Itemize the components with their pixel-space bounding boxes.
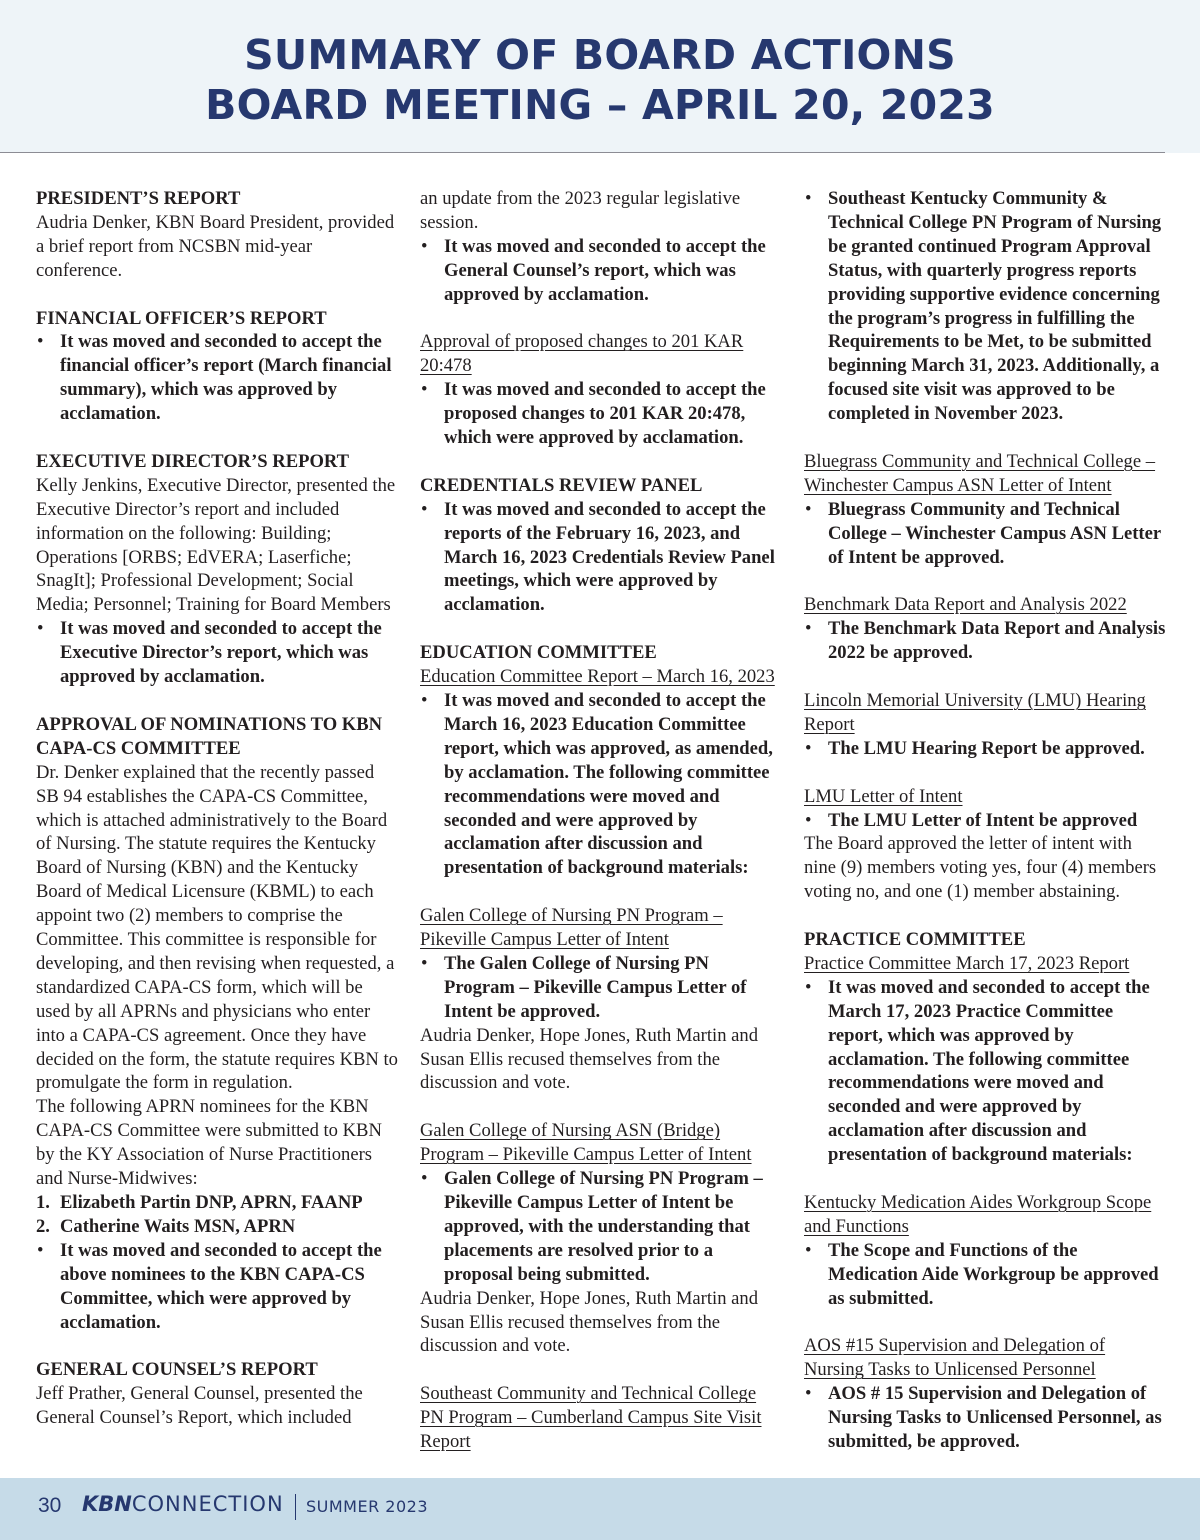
galen-pn-recusal: Audria Denker, Hope Jones, Ruth Martin and Susan Ellis recused themselves from the discussion and vote. <box>420 1024 759 1094</box>
issue-label: SUMMER 2023 <box>306 1497 429 1516</box>
column-2 <box>420 187 782 1454</box>
education-link: Education Committee Report – March 16, 2023 <box>420 666 775 688</box>
aides-bullet: • The Scope and Functions of the Medication Aide Workgroup be approved as submitted. <box>804 1239 1168 1311</box>
counsel-text: Jeff Prather, General Counsel, presented the General Counsel’s Report, which included <box>36 1383 363 1429</box>
brand-connection: CONNECTION <box>131 1492 284 1516</box>
practice-bullet: • It was moved and seconded to accept the March 17, 2023 Practice Committee report, which was approved by acclamation. The following committee recommendations were moved and seconded and were approved by acclamation after discussion and presentation of background materials: <box>804 976 1168 1167</box>
lmu-hearing-link: Lincoln Memorial University (LMU) Hearing Report <box>804 689 1146 735</box>
financial-heading: FINANCIAL OFFICER’S REPORT <box>36 307 327 329</box>
practice-link: Practice Committee March 17, 2023 Report <box>804 952 1130 974</box>
nominee-1 <box>36 1191 398 1215</box>
credentials-bullet: • It was moved and seconded to accept the reports of the February 16, 2023, and March 16, 2023 Credentials Review Panel meetings, which were approved by acclamation. <box>420 498 782 618</box>
nominee-2 <box>36 1215 398 1239</box>
nominations-heading: APPROVAL OF NOMINATIONS TO KBN CAPA-CS COMMITTEE <box>36 713 383 759</box>
column-1 <box>36 187 398 1430</box>
aos-bullet: • AOS # 15 Supervision and Delegation of Nursing Tasks to Unlicensed Personnel, as submitted, be approved. <box>804 1382 1168 1454</box>
bluegrass-bullet: • Bluegrass Community and Technical College – Winchester Campus ASN Letter of Intent be approved. <box>804 498 1168 570</box>
education-heading: EDUCATION COMMITTEE <box>420 642 657 664</box>
benchmark-link: Benchmark Data Report and Analysis 2022 <box>804 594 1127 616</box>
kar-bullet: • It was moved and seconded to accept the proposed changes to 201 KAR 20:478, which were approved by acclamation. <box>420 378 782 450</box>
kar-link: Approval of proposed changes to 201 KAR 20:478 <box>420 331 744 377</box>
page-title <box>0 30 1200 130</box>
southeast-bullet: • Southeast Kentucky Community & Technical College PN Program of Nursing be granted continued Program Approval Status, with quarterly progress reports providing supportive evidence concerning the program’s progress in fulfilling the Requirements to be Met, to be submitted beginning March 31, 2023. Additionally, a focused site visit was approved to be completed in November 2023. <box>804 187 1168 426</box>
galen-asn-bullet: • Galen College of Nursing PN Program – Pikeville Campus Letter of Intent be approved, with the understanding that placements are resolved prior to a proposal being submitted. <box>420 1167 782 1287</box>
nominee-2-name: Catherine Waits MSN, APRN <box>60 1215 296 1237</box>
aos-link: AOS #15 Supervision and Delegation of Nursing Tasks to Unlicensed Personnel <box>804 1335 1106 1381</box>
practice-heading: PRACTICE COMMITTEE <box>804 929 1026 951</box>
counsel-heading: GENERAL COUNSEL’S REPORT <box>36 1359 318 1381</box>
galen-asn-recusal: Audria Denker, Hope Jones, Ruth Martin and Susan Ellis recused themselves from the discussion and vote. <box>420 1287 759 1357</box>
exec-text: Kelly Jenkins, Executive Director, presented the Executive Director’s report and included information on the following: Building; Operations [ORBS; EdVERA; Laserfiche; SnagIt]; Professional Development; Social Media; Personnel; Training for Board Members <box>36 474 396 616</box>
nominations-text: Dr. Denker explained that the recently passed SB 94 establishes the CAPA-CS Committee, which is attached administratively to the Board of Nursing. The statute requires the Kentucky Board of Nursing (KBN) and the Kentucky Board of Medical Licensure (KBML) to each appoint two (2) members to comprise the Committee. This committee is responsible for developing, and then revising when requested, a standardized CAPA-CS form, which will be used by all APRNs and physicians who enter into a CAPA-CS agreement. Once they have decided on the form, the statute requires KBN to promulgate the form in regulation. <box>36 761 398 1094</box>
lmu-letter-link: LMU Letter of Intent <box>804 785 963 807</box>
publication-logo <box>82 1492 284 1516</box>
exec-bullet: • It was moved and seconded to accept the Executive Director’s report, which was approved by acclamation. <box>36 617 398 689</box>
president-text: Audria Denker, KBN Board President, provided a brief report from NCSBN mid-year conference. <box>36 211 395 281</box>
header-divider <box>0 152 1165 153</box>
lmu-letter-bullet: • The LMU Letter of Intent be approved <box>804 809 1168 833</box>
title-line-2: BOARD MEETING – APRIL 20, 2023 <box>205 81 995 129</box>
nominee-2-number: 2. <box>36 1215 50 1237</box>
nominee-1-number: 1. <box>36 1192 50 1214</box>
benchmark-bullet: • The Benchmark Data Report and Analysis 2022 be approved. <box>804 617 1168 665</box>
column-3 <box>804 187 1168 1454</box>
bluegrass-link: Bluegrass Community and Technical College – Winchester Campus ASN Letter of Intent <box>804 450 1156 496</box>
nominations-bullet: • It was moved and seconded to accept the above nominees to the KBN CAPA-CS Committee, which were approved by acclamation. <box>36 1239 398 1335</box>
education-bullet: • It was moved and seconded to accept the March 16, 2023 Education Committee report, which was approved, as amended, by acclamation. The following committee recommendations were moved and seconded and were approved by acclamation after discussion and presentation of background materials: <box>420 689 782 880</box>
nominations-text-2: The following APRN nominees for the KBN CAPA-CS Committee were submitted to KBN by the KY Association of Nurse Practitioners and Nurse-Midwives: <box>36 1096 382 1190</box>
exec-heading: EXECUTIVE DIRECTOR’S REPORT <box>36 450 350 472</box>
aides-link: Kentucky Medication Aides Workgroup Scope and Functions <box>804 1191 1152 1237</box>
lmu-hearing-bullet: • The LMU Hearing Report be approved. <box>804 737 1168 761</box>
nominee-1-name: Elizabeth Partin DNP, APRN, FAANP <box>60 1192 363 1214</box>
lmu-letter-text: The Board approved the letter of intent with nine (9) members voting yes, four (4) members voting no, and one (1) member abstaining. <box>804 833 1157 903</box>
southeast-link: Southeast Community and Technical College PN Program – Cumberland Campus Site Visit Report <box>420 1383 762 1453</box>
financial-bullet: • It was moved and seconded to accept the financial officer’s report (March financial summary), which was approved by acclamation. <box>36 330 398 426</box>
credentials-heading: CREDENTIALS REVIEW PANEL <box>420 474 703 496</box>
page-header <box>0 0 1200 153</box>
galen-pn-link: Galen College of Nursing PN Program – Pikeville Campus Letter of Intent <box>420 905 723 951</box>
galen-asn-link: Galen College of Nursing ASN (Bridge) Program – Pikeville Campus Letter of Intent <box>420 1120 752 1166</box>
president-heading: PRESIDENT’S REPORT <box>36 188 241 209</box>
page-footer <box>0 1478 1200 1540</box>
brand-kbn: KBN <box>82 1492 132 1516</box>
page-number: 30 <box>38 1494 62 1517</box>
galen-pn-bullet: • The Galen College of Nursing PN Program – Pikeville Campus Letter of Intent be approved. <box>420 952 782 1024</box>
title-line-1: SUMMARY OF BOARD ACTIONS <box>244 31 956 79</box>
counsel-text-continued: an update from the 2023 regular legislative session. <box>420 188 741 233</box>
counsel-bullet: • It was moved and seconded to accept the General Counsel’s report, which was approved by acclamation. <box>420 235 782 307</box>
footer-divider <box>295 1494 296 1520</box>
